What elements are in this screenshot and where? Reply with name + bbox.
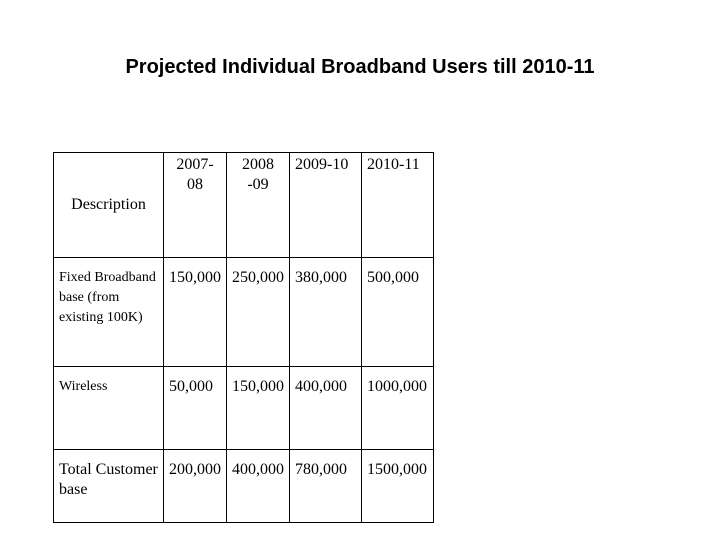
cell-2007-08: 150,000 bbox=[164, 258, 227, 367]
cell-2010-11: 1000,000 bbox=[362, 367, 434, 450]
cell-2008-09: 150,000 bbox=[227, 367, 290, 450]
cell-2009-10: 380,000 bbox=[290, 258, 362, 367]
table-header-row bbox=[54, 153, 434, 258]
header-description: Description bbox=[54, 153, 164, 258]
header-2010-11: 2010-11 bbox=[362, 153, 434, 258]
cell-2010-11: 500,000 bbox=[362, 258, 434, 367]
cell-2009-10: 400,000 bbox=[290, 367, 362, 450]
table-row bbox=[54, 258, 434, 367]
header-2009-10: 2009-10 bbox=[290, 153, 362, 258]
row-label: Total Customer base bbox=[54, 450, 164, 523]
slide-title: Projected Individual Broadband Users till 2010-11 bbox=[125, 56, 595, 78]
cell-2007-08: 50,000 bbox=[164, 367, 227, 450]
cell-2008-09: 400,000 bbox=[227, 450, 290, 523]
broadband-table bbox=[53, 152, 434, 523]
table-row bbox=[54, 367, 434, 450]
row-label: Wireless bbox=[54, 367, 164, 450]
row-label: Fixed Broadband base (from existing 100K) bbox=[54, 258, 164, 367]
cell-2010-11: 1500,000 bbox=[362, 450, 434, 523]
header-2007-08: 2007-08 bbox=[164, 153, 227, 258]
header-2008-09: 2008 -09 bbox=[227, 153, 290, 258]
cell-2007-08: 200,000 bbox=[164, 450, 227, 523]
cell-2008-09: 250,000 bbox=[227, 258, 290, 367]
cell-2009-10: 780,000 bbox=[290, 450, 362, 523]
table-row bbox=[54, 450, 434, 523]
